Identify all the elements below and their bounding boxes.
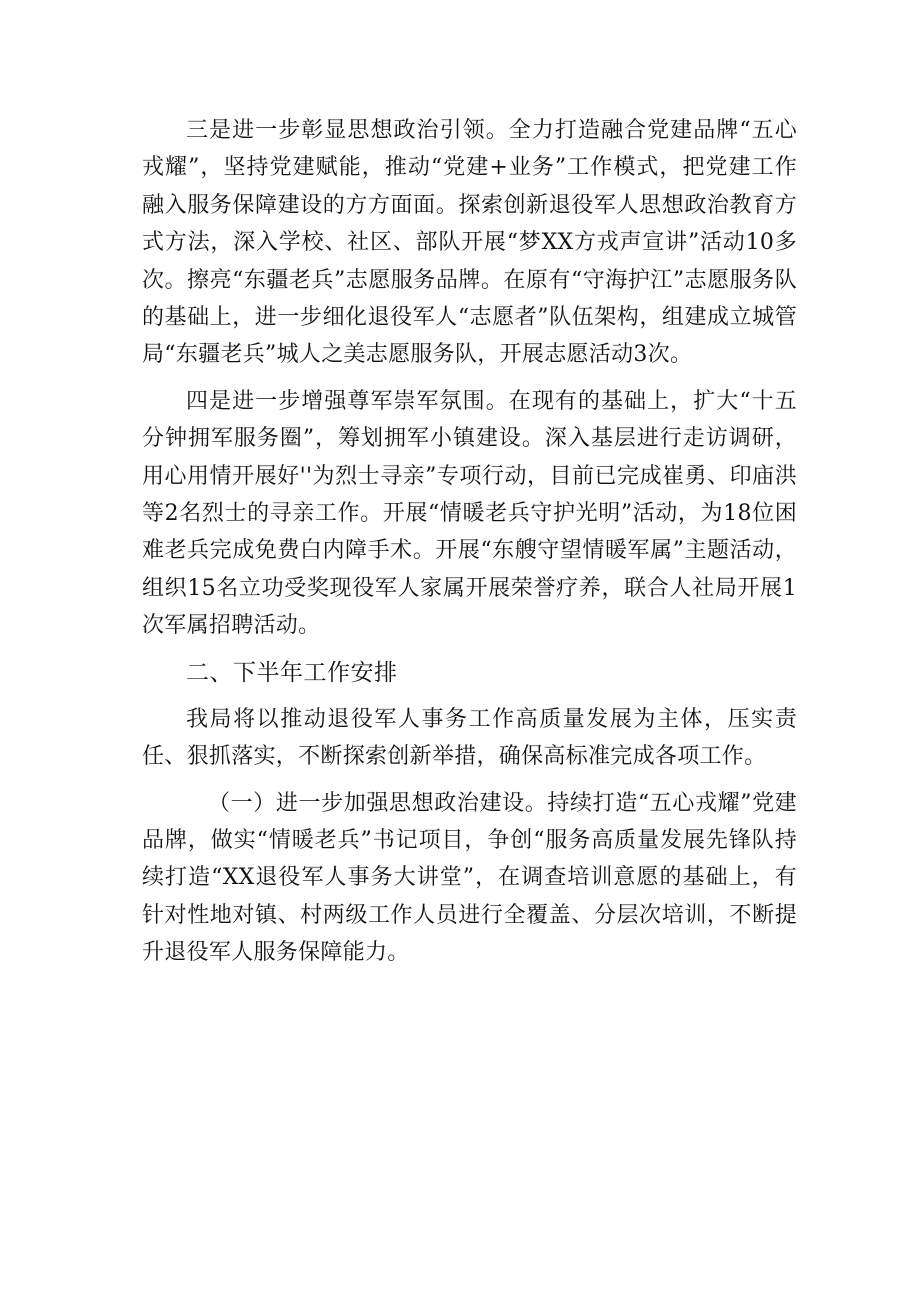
- document-body: [142, 112, 797, 972]
- paragraph-political-guidance: 三是进一步彰显思想政治引领。全力打造融合党建品牌“五心戎耀”，坚持党建赋能，推动“党建+业务”工作模式，把党建工作融入服务保障建设的方方面面。探索创新退役军人思想政治教育方式方法，深入学校、社区、部队开展“梦XX方戎声宣讲”活动10多次。擦亮“东疆老兵”志愿服务品牌。在原有“守海护江”志愿服务队的基础上，进一步细化退役军人“志愿者”队伍架构，组建成立城管局“东疆老兵”城人之美志愿服务队，开展志愿活动3次。: [142, 118, 797, 368]
- section-heading-second-half-plan: 二、下半年工作安排: [186, 659, 398, 686]
- paragraph-military-respect: 四是进一步增强尊军崇军氛围。在现有的基础上，扩大“十五分钟拥军服务圈”，筹划拥军小镇建设。深入基层进行走访调研，用心用情开展好''为烈士寻亲”专项行动，目前已完成崔勇、印庙洪等2名烈士的寻亲工作。开展“情暖老兵守护光明”活动，为18位困难老兵完成免费白内障手术。开展“东艘守望情暖军属”主题活动，组织15名立功受奖现役军人家属开展荣誉疗养，联合人社局开展1次军属招聘活动。: [142, 388, 797, 639]
- heading-gap-bottom: [142, 691, 797, 701]
- paragraph-political-construction: （一）进一步加强思想政治建设。持续打造“五心戎耀”党建品牌，做实“情暖老兵”书记项目，争创“服务高质量发展先锋队持续打造“XX退役军人事务大讲堂”，在调查培训意愿的基础上，有针对性地对镇、村两级工作人员进行全覆盖、分层次培训，不断提升退役军人服务保障能力。: [142, 790, 797, 966]
- paragraph-gap: [142, 776, 797, 785]
- paragraph-plan-intro: 我局将以推动退役军人事务工作高质量发展为主体，压实责任、狠抓落实，不断探索创新举措，确保高标准完成各项工作。: [142, 706, 797, 770]
- paragraph-gap: [142, 374, 797, 383]
- heading-gap-top: [142, 645, 797, 655]
